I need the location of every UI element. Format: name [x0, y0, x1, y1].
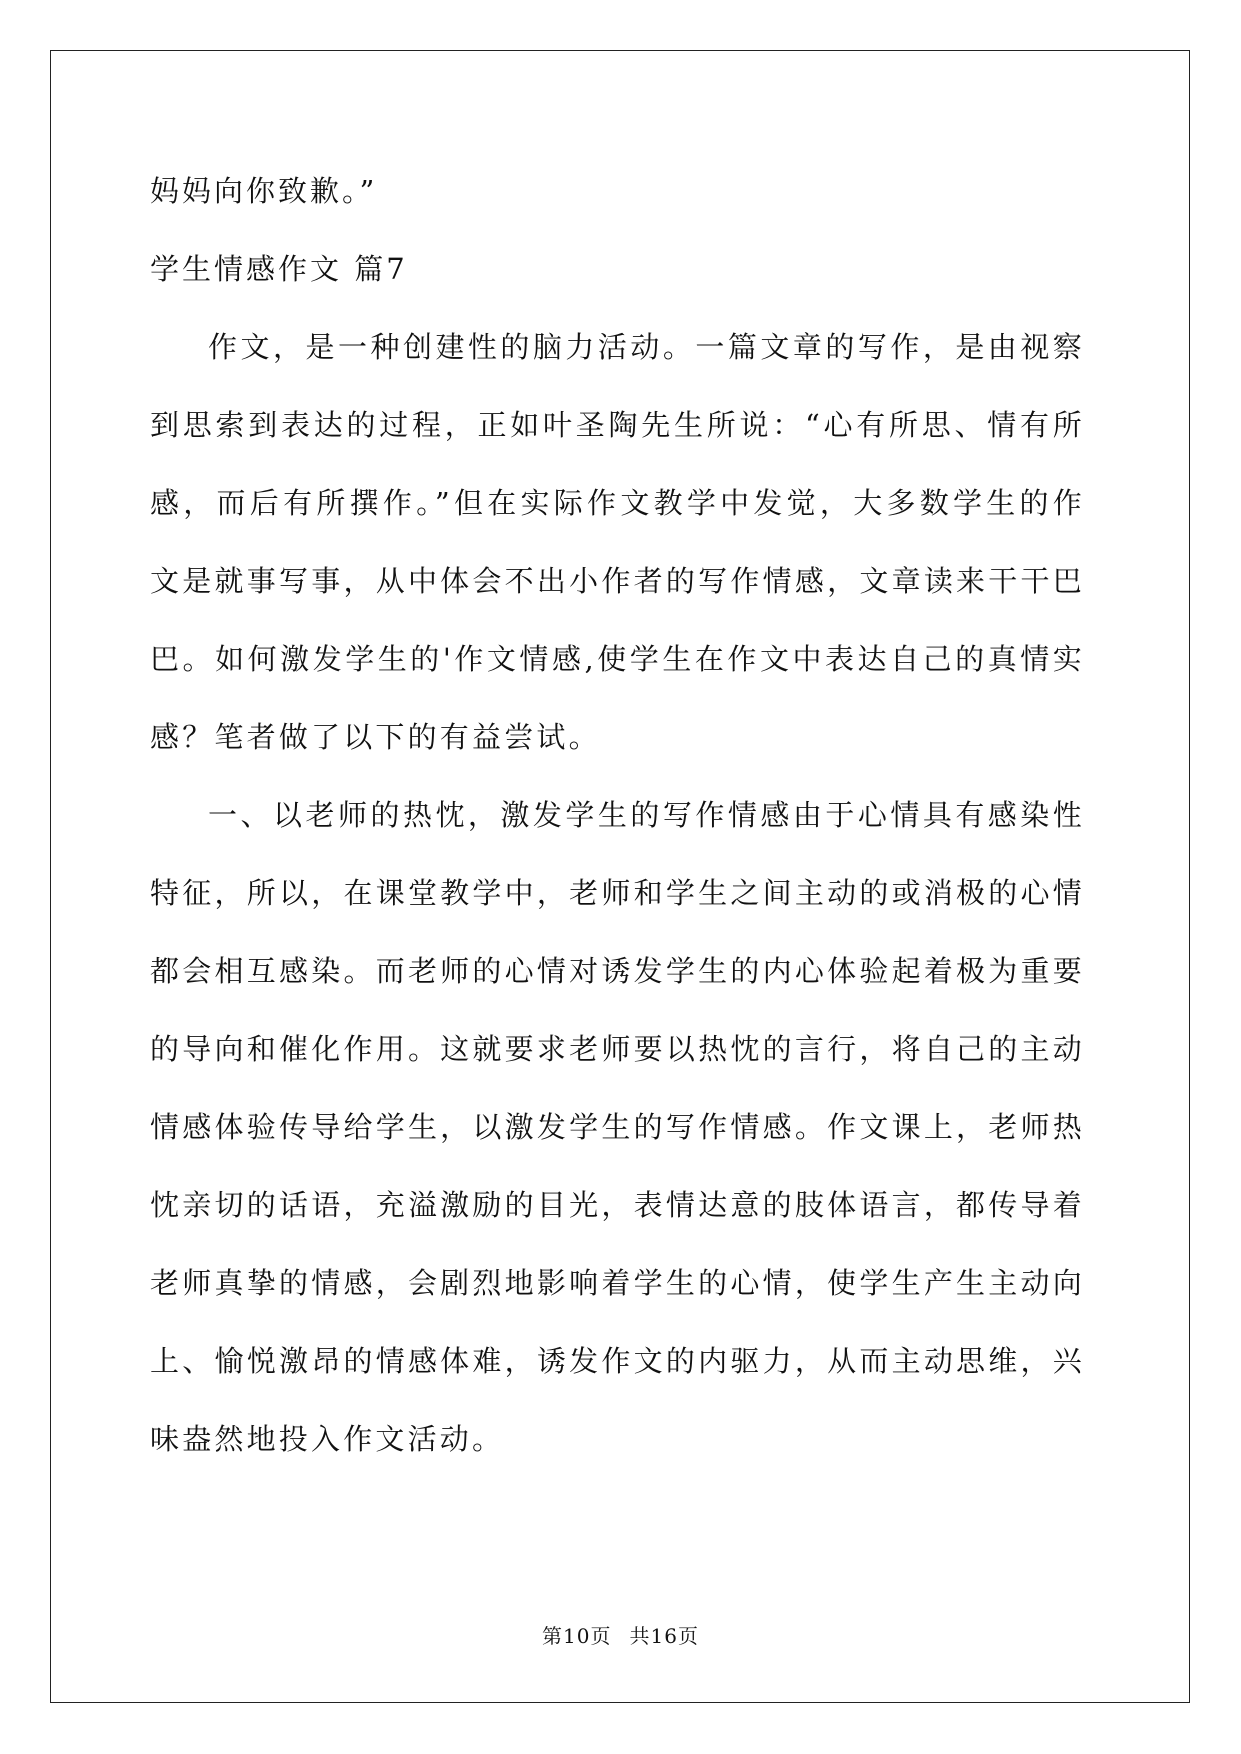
continuation-line: 妈妈向你致歉。” [150, 174, 378, 208]
document-body [150, 152, 1085, 1478]
page-footer [0, 1620, 1241, 1649]
page-number-total: 共16页 [629, 1624, 699, 1648]
paragraph-point-one: 一、以老师的热忱，激发学生的写作情感由于心情具有感染性特征，所以，在课堂教学中，老师和学生之间主动的或消极的心情都会相互感染。而老师的心情对诱发学生的内心体验起着极为重要的导向和催化作用。这就要求老师要以热忱的言行，将自己的主动情感体验传导给学生，以激发学生的写作情感。作文课上，老师热忱亲切的话语，充溢激励的目光，表情达意的肢体语言，都传导着老师真挚的情感，会剧烈地影响着学生的心情，使学生产生主动向上、愉悦激昂的情感体难，诱发作文的内驱力，从而主动思维，兴味盎然地投入作文活动。 [150, 798, 1085, 1456]
section-heading: 学生情感作文 篇7 [150, 252, 408, 286]
paragraph-intro: 作文，是一种创建性的脑力活动。一篇文章的写作，是由视察到思索到表达的过程，正如叶圣陶先生所说：“心有所思、情有所感，而后有所撰作。”但在实际作文教学中发觉，大多数学生的作文是就事写事，从中体会不出小作者的写作情感，文章读来干干巴巴。如何激发学生的'作文情感,使学生在作文中表达自己的真情实感？笔者做了以下的有益尝试。 [150, 330, 1085, 754]
page-number-current: 第10页 [542, 1624, 612, 1648]
